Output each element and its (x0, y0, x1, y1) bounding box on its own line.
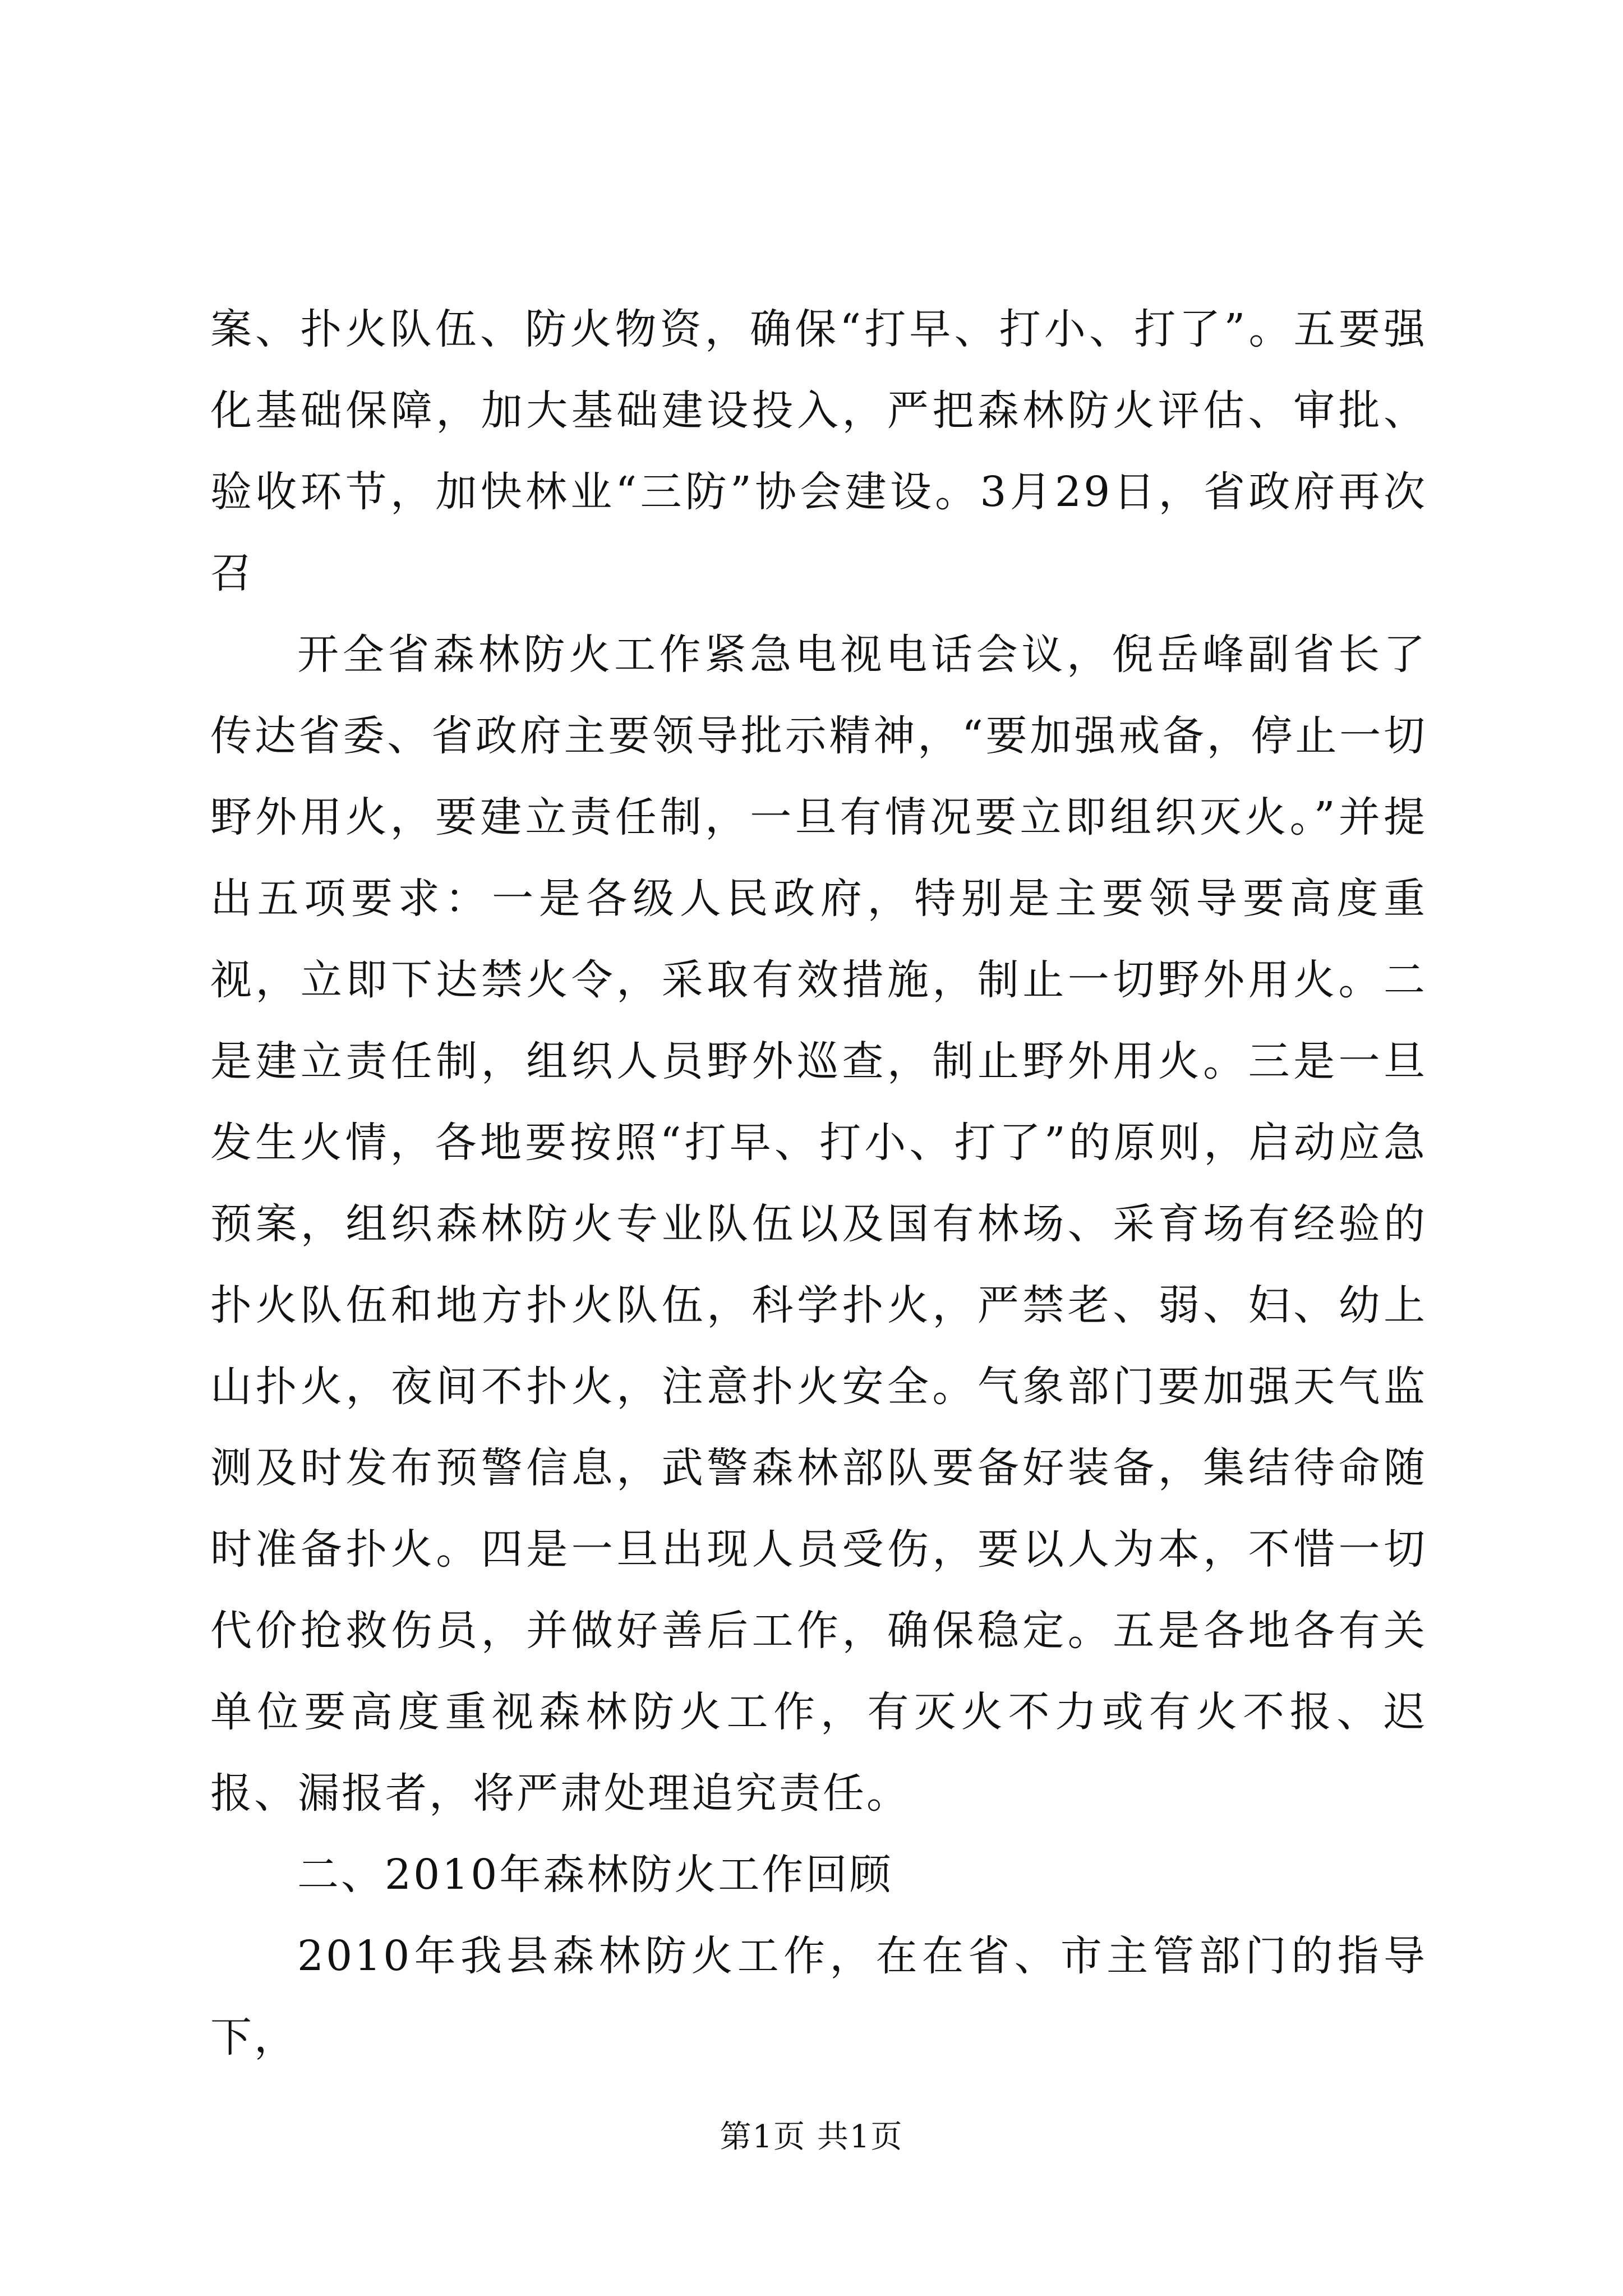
document-body (210, 289, 1427, 2078)
paragraph-continuation: 案、扑火队伍、防火物资，确保“打早、打小、打了”。五要强化基础保障，加大基础建设投入，严把森林防火评估、审批、验收环节，加快林业“三防”协会建设。3月29日，省政府再次召 (210, 305, 1427, 597)
page-footer: 第1页 共1页 (720, 2119, 903, 2155)
paragraph-2010-intro: 2010年我县森林防火工作，在在省、市主管部门的指导下， (210, 1932, 1427, 2062)
paragraph-meeting-requirements: 开全省森林防火工作紧急电视电话会议，倪岳峰副省长了传达省委、省政府主要领导批示精神，“要加强戒备，停止一切野外用火，要建立责任制，一旦有情况要立即组织灭火。”并提出五项要求：一是各级人民政府，特别是主要领导要高度重视，立即下达禁火令，采取有效措施，制止一切野外用火。二是建立责任制，组织人员野外巡查，制止野外用火。三是一旦发生火情，各地要按照“打早、打小、打了”的原则，启动应急预案，组织森林防火专业队伍以及国有林场、采育场有经验的扑火队伍和地方扑火队伍，科学扑火，严禁老、弱、妇、幼上山扑火，夜间不扑火，注意扑火安全。气象部门要加强天气监测及时发布预警信息，武警森林部队要备好装备，集结待命随时准备扑火。四是一旦出现人员受伤，要以人为本，不惜一切代价抢救伤员，并做好善后工作，确保稳定。五是各地各有关单位要高度重视森林防火工作，有灭火不力或有火不报、迟报、漏报者，将严肃处理追究责任。 (210, 631, 1427, 1818)
section-heading-2010-review: 二、2010年森林防火工作回顾 (297, 1851, 893, 1899)
